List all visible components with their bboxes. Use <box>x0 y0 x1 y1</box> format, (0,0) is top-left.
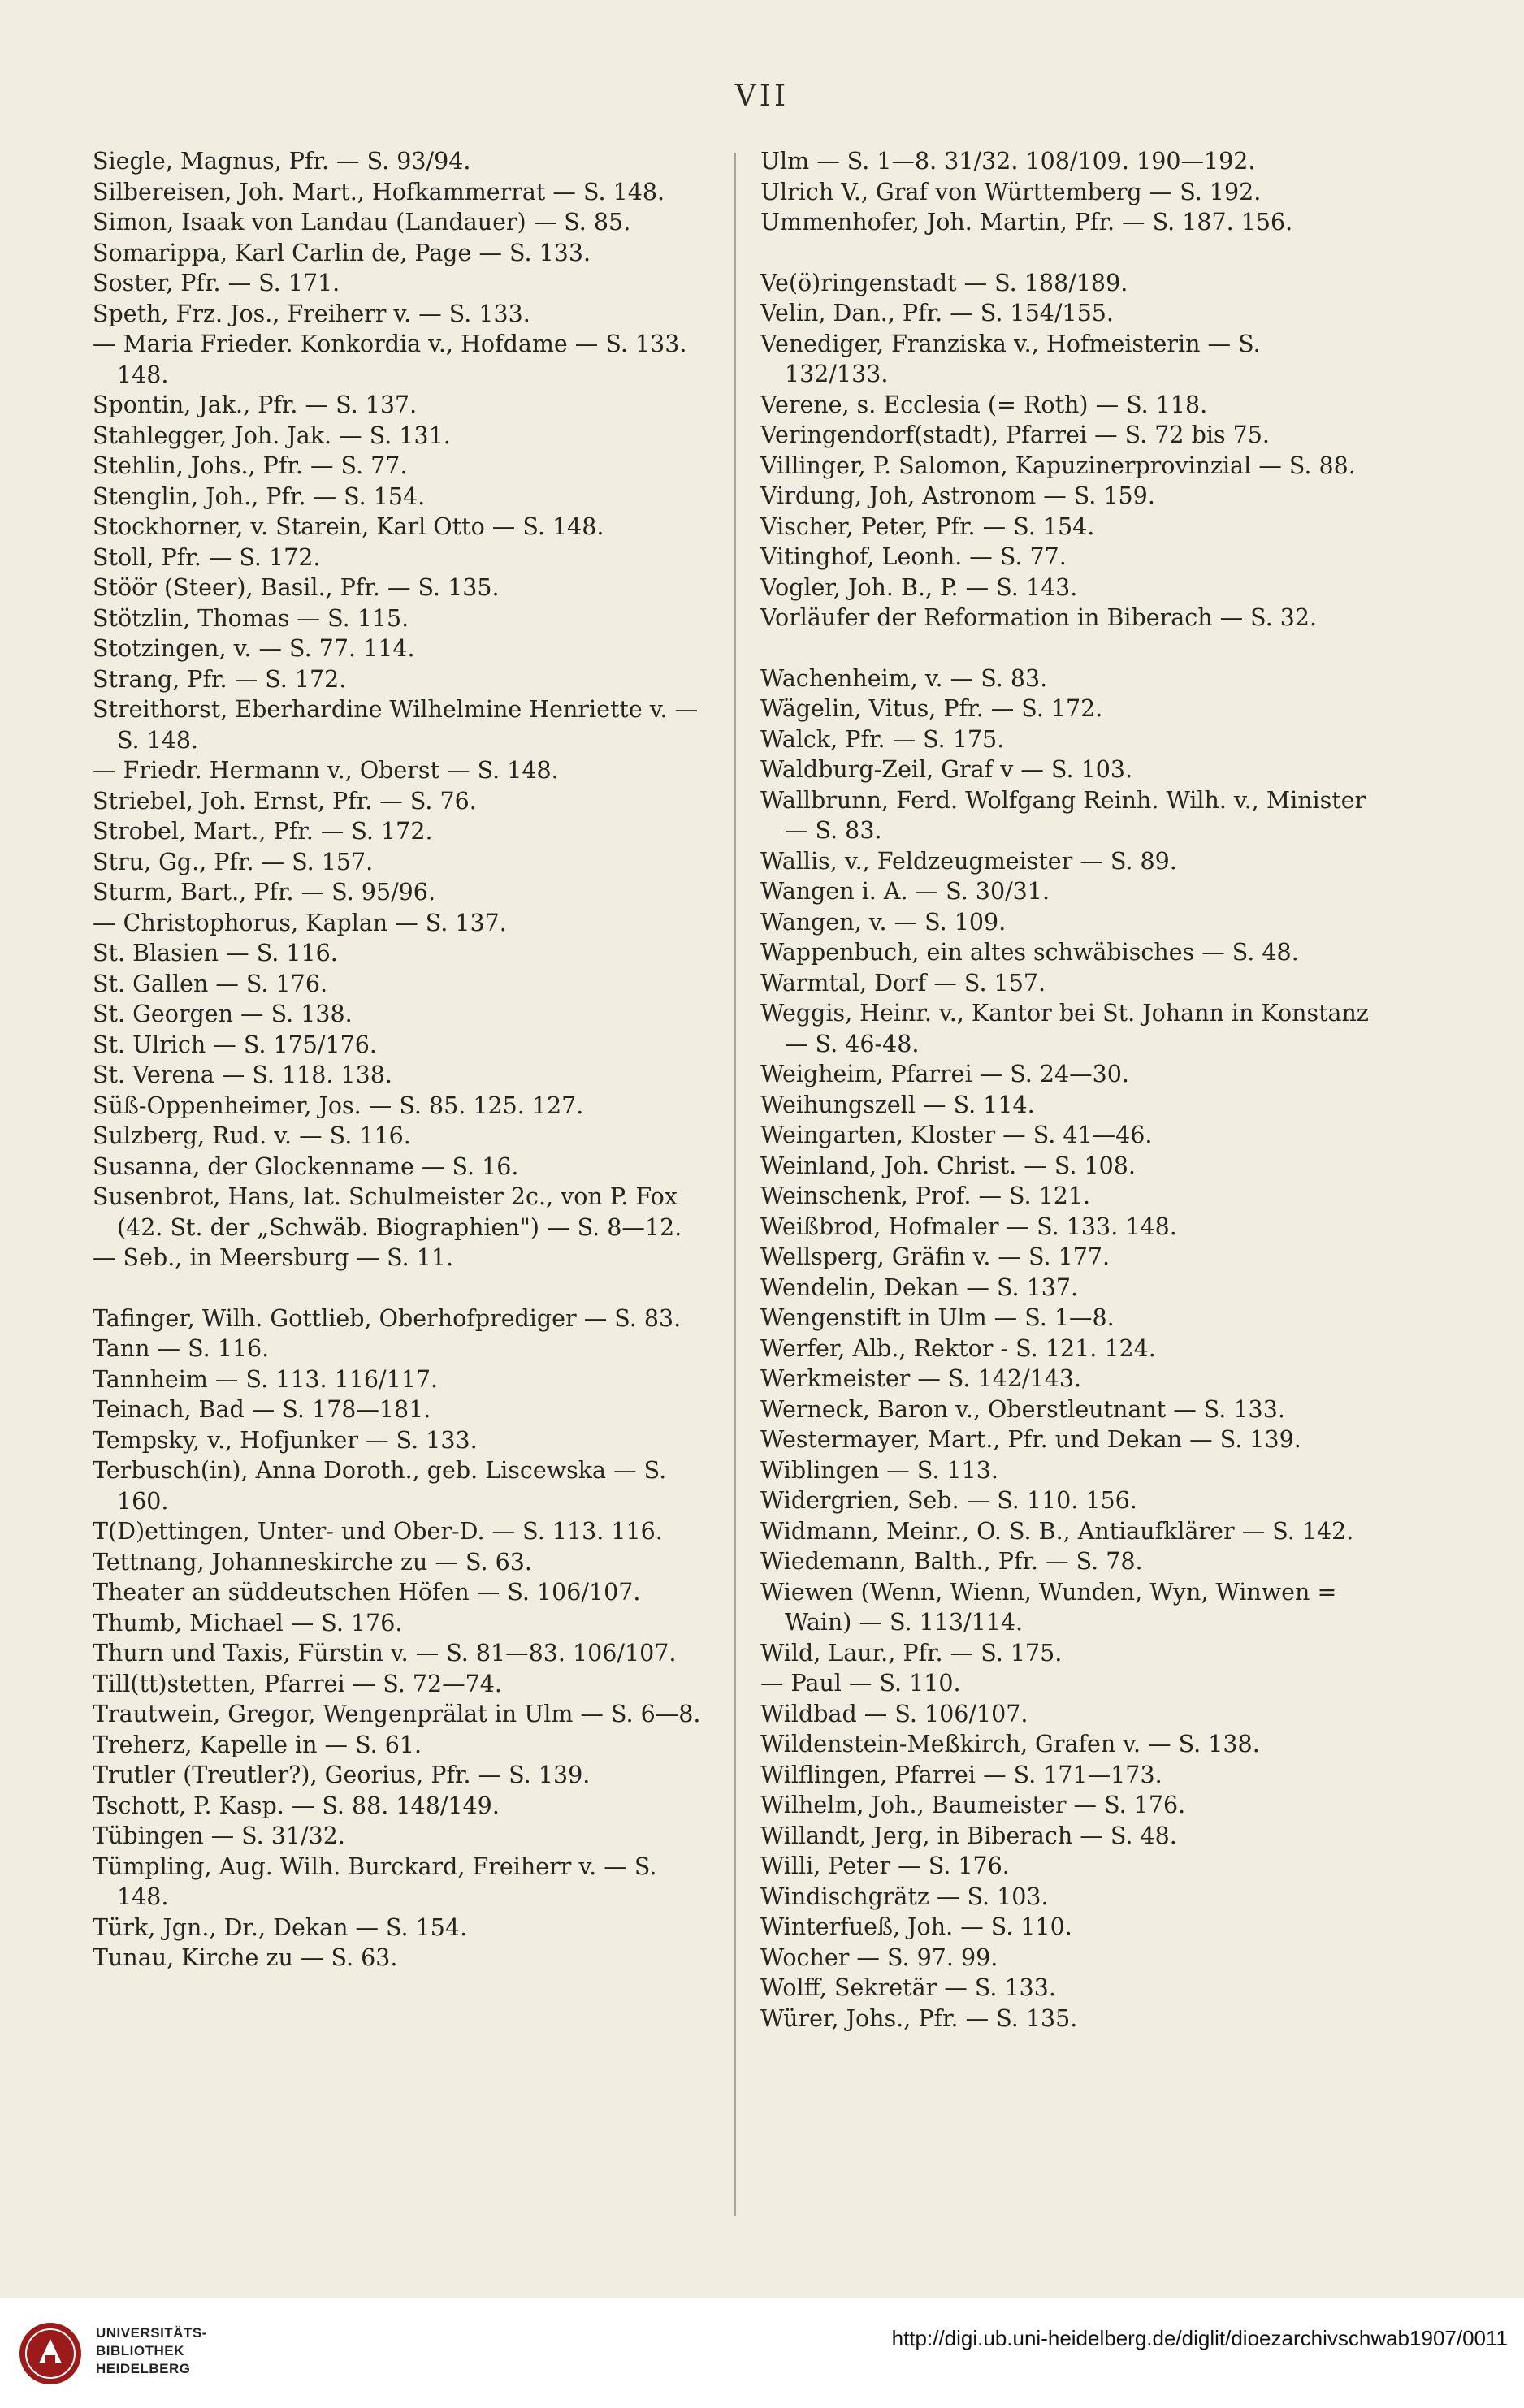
index-entry: Würer, Johs., Pfr. — S. 135. <box>760 2004 1078 2032</box>
index-entry: Tübingen — S. 31/32. <box>93 1822 345 1849</box>
index-entry: Tannheim — S. 113. 116/117. <box>93 1365 439 1393</box>
index-entry: Weißbrod, Hofmaler — S. 133. 148. <box>760 1213 1177 1240</box>
index-entry: Wengenstift in Ulm — S. 1—8. <box>760 1304 1115 1331</box>
index-entry: Streithorst, Eberhardine Wilhelmine Henriette v. — S. 148. <box>93 696 699 754</box>
index-entry: Wägelin, Vitus, Pfr. — S. 172. <box>760 695 1103 722</box>
index-entry: Spontin, Jak., Pfr. — S. 137. <box>93 391 418 418</box>
index-entry: Theater an süddeutschen Höfen — S. 106/107. <box>93 1579 641 1606</box>
index-entry: Stehlin, Johs., Pfr. — S. 77. <box>93 452 408 479</box>
page-number: VII <box>734 80 790 113</box>
index-entry: Türk, Jgn., Dr., Dekan — S. 154. <box>93 1913 468 1941</box>
index-entry: Tümpling, Aug. Wilh. Burckard, Freiherr v. — S. 148. <box>93 1852 657 1910</box>
index-entry: Vogler, Joh. B., P. — S. 143. <box>760 573 1078 601</box>
index-entry: Vitinghof, Leonh. — S. 77. <box>760 543 1067 570</box>
index-entry: Soster, Pfr. — S. 171. <box>93 270 340 296</box>
index-entry: St. Georgen — S. 138. <box>93 1001 353 1027</box>
index-entry: Sulzberg, Rud. v. — S. 116. <box>93 1122 411 1149</box>
index-entry: Stöör (Steer), Basil., Pfr. — S. 135. <box>93 574 500 601</box>
index-entry: Willandt, Jerg, in Biberach — S. 48. <box>760 1822 1177 1849</box>
library-name-line: UNIVERSITÄTS- <box>96 2325 207 2341</box>
library-name <box>96 2324 207 2378</box>
index-entry: Terbusch(in), Anna Doroth., geb. Liscewska — S. 160. <box>93 1457 667 1515</box>
index-entry: Wappenbuch, ein altes schwäbisches — S. 48. <box>760 939 1299 966</box>
index-entry: Wangen i. A. — S. 30/31. <box>760 878 1050 905</box>
index-entry: Weigheim, Pfarrei — S. 24—30. <box>760 1061 1129 1087</box>
index-entry: — Seb., in Meersburg — S. 11. <box>93 1244 454 1271</box>
index-entry: Wiedemann, Balth., Pfr. — S. 78. <box>760 1548 1143 1575</box>
column-divider <box>734 153 736 2216</box>
index-entry: Wallis, v., Feldzeugmeister — S. 89. <box>760 847 1177 875</box>
index-entry: Stahlegger, Joh. Jak. — S. 131. <box>93 422 451 449</box>
index-entry: Wolff, Sekretär — S. 133. <box>760 1974 1056 2001</box>
index-entry: — Christophorus, Kaplan — S. 137. <box>93 909 507 936</box>
index-entry: Strobel, Mart., Pfr. — S. 172. <box>93 818 433 845</box>
index-entry: Trautwein, Gregor, Wengenprälat in Ulm — S. 6—8. <box>93 1701 701 1727</box>
index-entry: Till(tt)stetten, Pfarrei — S. 72—74. <box>93 1670 502 1697</box>
index-entry: Wachenheim, v. — S. 83. <box>760 664 1048 692</box>
library-logo[interactable] <box>18 2321 830 2394</box>
index-entry: Villinger, P. Salomon, Kapuzinerprovinzial — S. 88. <box>760 452 1356 479</box>
index-entry: Susanna, der Glockenname — S. 16. <box>93 1152 519 1180</box>
index-entry: Thurn und Taxis, Fürstin v. — S. 81—83. 106/107. <box>93 1640 677 1667</box>
index-entry: Silbereisen, Joh. Mart., Hofkammerrat — S. 148. <box>93 178 665 205</box>
index-entry: Sturm, Bart., Pfr. — S. 95/96. <box>93 879 436 906</box>
index-entry: St. Verena — S. 118. 138. <box>93 1061 392 1088</box>
index-entry: Werneck, Baron v., Oberstleutnant — S. 133. <box>760 1395 1285 1423</box>
index-entry: Stockhorner, v. Starein, Karl Otto — S. 148. <box>93 513 604 540</box>
index-entry: Wiewen (Wenn, Wienn, Wunden, Wyn, Winwen = Wain) — S. 113/114. <box>760 1578 1337 1636</box>
index-entry: Teinach, Bad — S. 178—181. <box>93 1396 431 1423</box>
index-entry: Wellsperg, Gräfin v. — S. 177. <box>760 1243 1111 1270</box>
library-name-line: HEIDELBERG <box>96 2361 191 2376</box>
index-entry: St. Gallen — S. 176. <box>93 970 328 997</box>
index-entry: Vischer, Peter, Pfr. — S. 154. <box>760 512 1095 540</box>
index-entry: Simon, Isaak von Landau (Landauer) — S. 85. <box>93 209 631 236</box>
index-entry: Wocher — S. 97. 99. <box>760 1943 998 1971</box>
index-entry: Venediger, Franziska v., Hofmeisterin — S. 132/133. <box>760 330 1261 387</box>
index-entry: Vorläufer der Reformation in Biberach — S. 32. <box>760 604 1318 631</box>
index-entry: Tafinger, Wilh. Gottlieb, Oberhofprediger — S. 83. <box>93 1304 682 1332</box>
index-entry: Tempsky, v., Hofjunker — S. 133. <box>93 1426 478 1454</box>
index-entry: Stoll, Pfr. — S. 172. <box>93 543 321 571</box>
index-entry: Weggis, Heinr. v., Kantor bei St. Johann in Konstanz — S. 46-48. <box>760 1000 1369 1057</box>
footer-bar <box>0 2298 1524 2408</box>
index-entry: Stötzlin, Thomas — S. 115. <box>93 604 409 632</box>
index-entry: — Paul — S. 110. <box>760 1670 961 1697</box>
index-entry: Verene, s. Ecclesia (= Roth) — S. 118. <box>760 391 1208 418</box>
index-entry: St. Ulrich — S. 175/176. <box>93 1031 377 1058</box>
index-entry: Stenglin, Joh., Pfr. — S. 154. <box>93 482 426 510</box>
index-entry: Wild, Laur., Pfr. — S. 175. <box>760 1639 1063 1667</box>
library-name-line: BIBLIOTHEK <box>96 2343 184 2358</box>
index-entry: Wildenstein-Meßkirch, Grafen v. — S. 138. <box>760 1731 1260 1757</box>
index-entry: Striebel, Joh. Ernst, Pfr. — S. 76. <box>93 787 477 815</box>
index-entry: Susenbrot, Hans, lat. Schulmeister 2c., von P. Fox (42. St. der „Schwäb. Biographien") — S. 8—12. <box>93 1183 682 1241</box>
index-entry: Ve(ö)ringenstadt — S. 188/189. <box>760 269 1128 296</box>
index-entry: Westermayer, Mart., Pfr. und Dekan — S. 139. <box>760 1426 1301 1453</box>
index-entry: Treherz, Kapelle in — S. 61. <box>93 1731 422 1758</box>
index-entry: St. Blasien — S. 116. <box>93 940 338 966</box>
university-seal-icon <box>18 2321 83 2386</box>
index-entry: Weinland, Joh. Christ. — S. 108. <box>760 1152 1136 1179</box>
index-entry: Tettnang, Johanneskirche zu — S. 63. <box>93 1548 532 1576</box>
index-entry: Wildbad — S. 106/107. <box>760 1700 1028 1727</box>
index-entry: Warmtal, Dorf — S. 157. <box>760 969 1046 996</box>
index-column-right <box>760 146 1371 2034</box>
index-entry: Weihungszell — S. 114. <box>760 1091 1035 1118</box>
index-entry: Wallbrunn, Ferd. Wolfgang Reinh. Wilh. v., Minister — S. 83. <box>760 786 1366 844</box>
index-entry: Walck, Pfr. — S. 175. <box>760 725 1005 753</box>
index-entry: Wiblingen — S. 113. <box>760 1456 998 1484</box>
index-entry: Stotzingen, v. — S. 77. 114. <box>93 635 415 662</box>
index-column-left <box>93 146 712 1974</box>
index-entry: Velin, Dan., Pfr. — S. 154/155. <box>760 300 1114 326</box>
index-entry: Thumb, Michael — S. 176. <box>93 1609 403 1636</box>
index-entry: Tann — S. 116. <box>93 1335 270 1362</box>
index-entry: Winterfueß, Joh. — S. 110. <box>760 1913 1072 1940</box>
index-entry: Virdung, Joh, Astronom — S. 159. <box>760 482 1155 509</box>
index-entry: Süß-Oppenheimer, Jos. — S. 85. 125. 127. <box>93 1092 584 1119</box>
index-entry: Speth, Frz. Jos., Freiherr v. — S. 133. <box>93 300 530 327</box>
index-entry: Ulm — S. 1—8. 31/32. 108/109. 190—192. <box>760 148 1256 175</box>
index-entry: Werkmeister — S. 142/143. <box>760 1365 1082 1392</box>
index-entry: Tunau, Kirche zu — S. 63. <box>93 1944 398 1971</box>
index-entry: Waldburg-Zeil, Graf v — S. 103. <box>760 756 1133 783</box>
index-entry: Tschott, P. Kasp. — S. 88. 148/149. <box>93 1792 500 1819</box>
index-entry: Somarippa, Karl Carlin de, Page — S. 133. <box>93 239 591 266</box>
index-entry: Willi, Peter — S. 176. <box>760 1852 1010 1879</box>
index-entry: Werfer, Alb., Rektor - S. 121. 124. <box>760 1334 1156 1362</box>
index-entry: Wangen, v. — S. 109. <box>760 908 1007 936</box>
index-entry: Weinschenk, Prof. — S. 121. <box>760 1182 1091 1209</box>
index-entry: — Friedr. Hermann v., Oberst — S. 148. <box>93 757 559 784</box>
index-entry: Wilflingen, Pfarrei — S. 171—173. <box>760 1761 1162 1788</box>
index-entry: Strang, Pfr. — S. 172. <box>93 665 347 693</box>
index-entry: T(D)ettingen, Unter- und Ober-D. — S. 113. 116. <box>93 1518 663 1545</box>
index-entry: Trutler (Treutler?), Georius, Pfr. — S. 139. <box>93 1762 591 1788</box>
index-entry: Weingarten, Kloster — S. 41—46. <box>760 1122 1153 1148</box>
source-url-link[interactable]: http://digi.ub.uni-heidelberg.de/diglit/dioezarchivschwab1907/0011 <box>891 2326 1508 2350</box>
index-entry: Veringendorf(stadt), Pfarrei — S. 72 bis 75. <box>760 422 1270 448</box>
index-entry: Wilhelm, Joh., Baumeister — S. 176. <box>760 1792 1186 1818</box>
index-entry: Ummenhofer, Joh. Martin, Pfr. — S. 187. 156. <box>760 209 1293 236</box>
index-entry: Widmann, Meinr., O. S. B., Antiaufklärer — S. 142. <box>760 1517 1354 1545</box>
index-entry: Ulrich V., Graf von Württemberg — S. 192. <box>760 178 1262 205</box>
index-entry: Windischgrätz — S. 103. <box>760 1883 1049 1910</box>
index-entry: Stru, Gg., Pfr. — S. 157. <box>93 848 374 875</box>
index-entry: Wendelin, Dekan — S. 137. <box>760 1273 1079 1301</box>
index-entry: — Maria Frieder. Konkordia v., Hofdame — S. 133. 148. <box>93 331 687 388</box>
index-entry: Widergrien, Seb. — S. 110. 156. <box>760 1487 1137 1514</box>
index-entry: Siegle, Magnus, Pfr. — S. 93/94. <box>93 148 471 175</box>
